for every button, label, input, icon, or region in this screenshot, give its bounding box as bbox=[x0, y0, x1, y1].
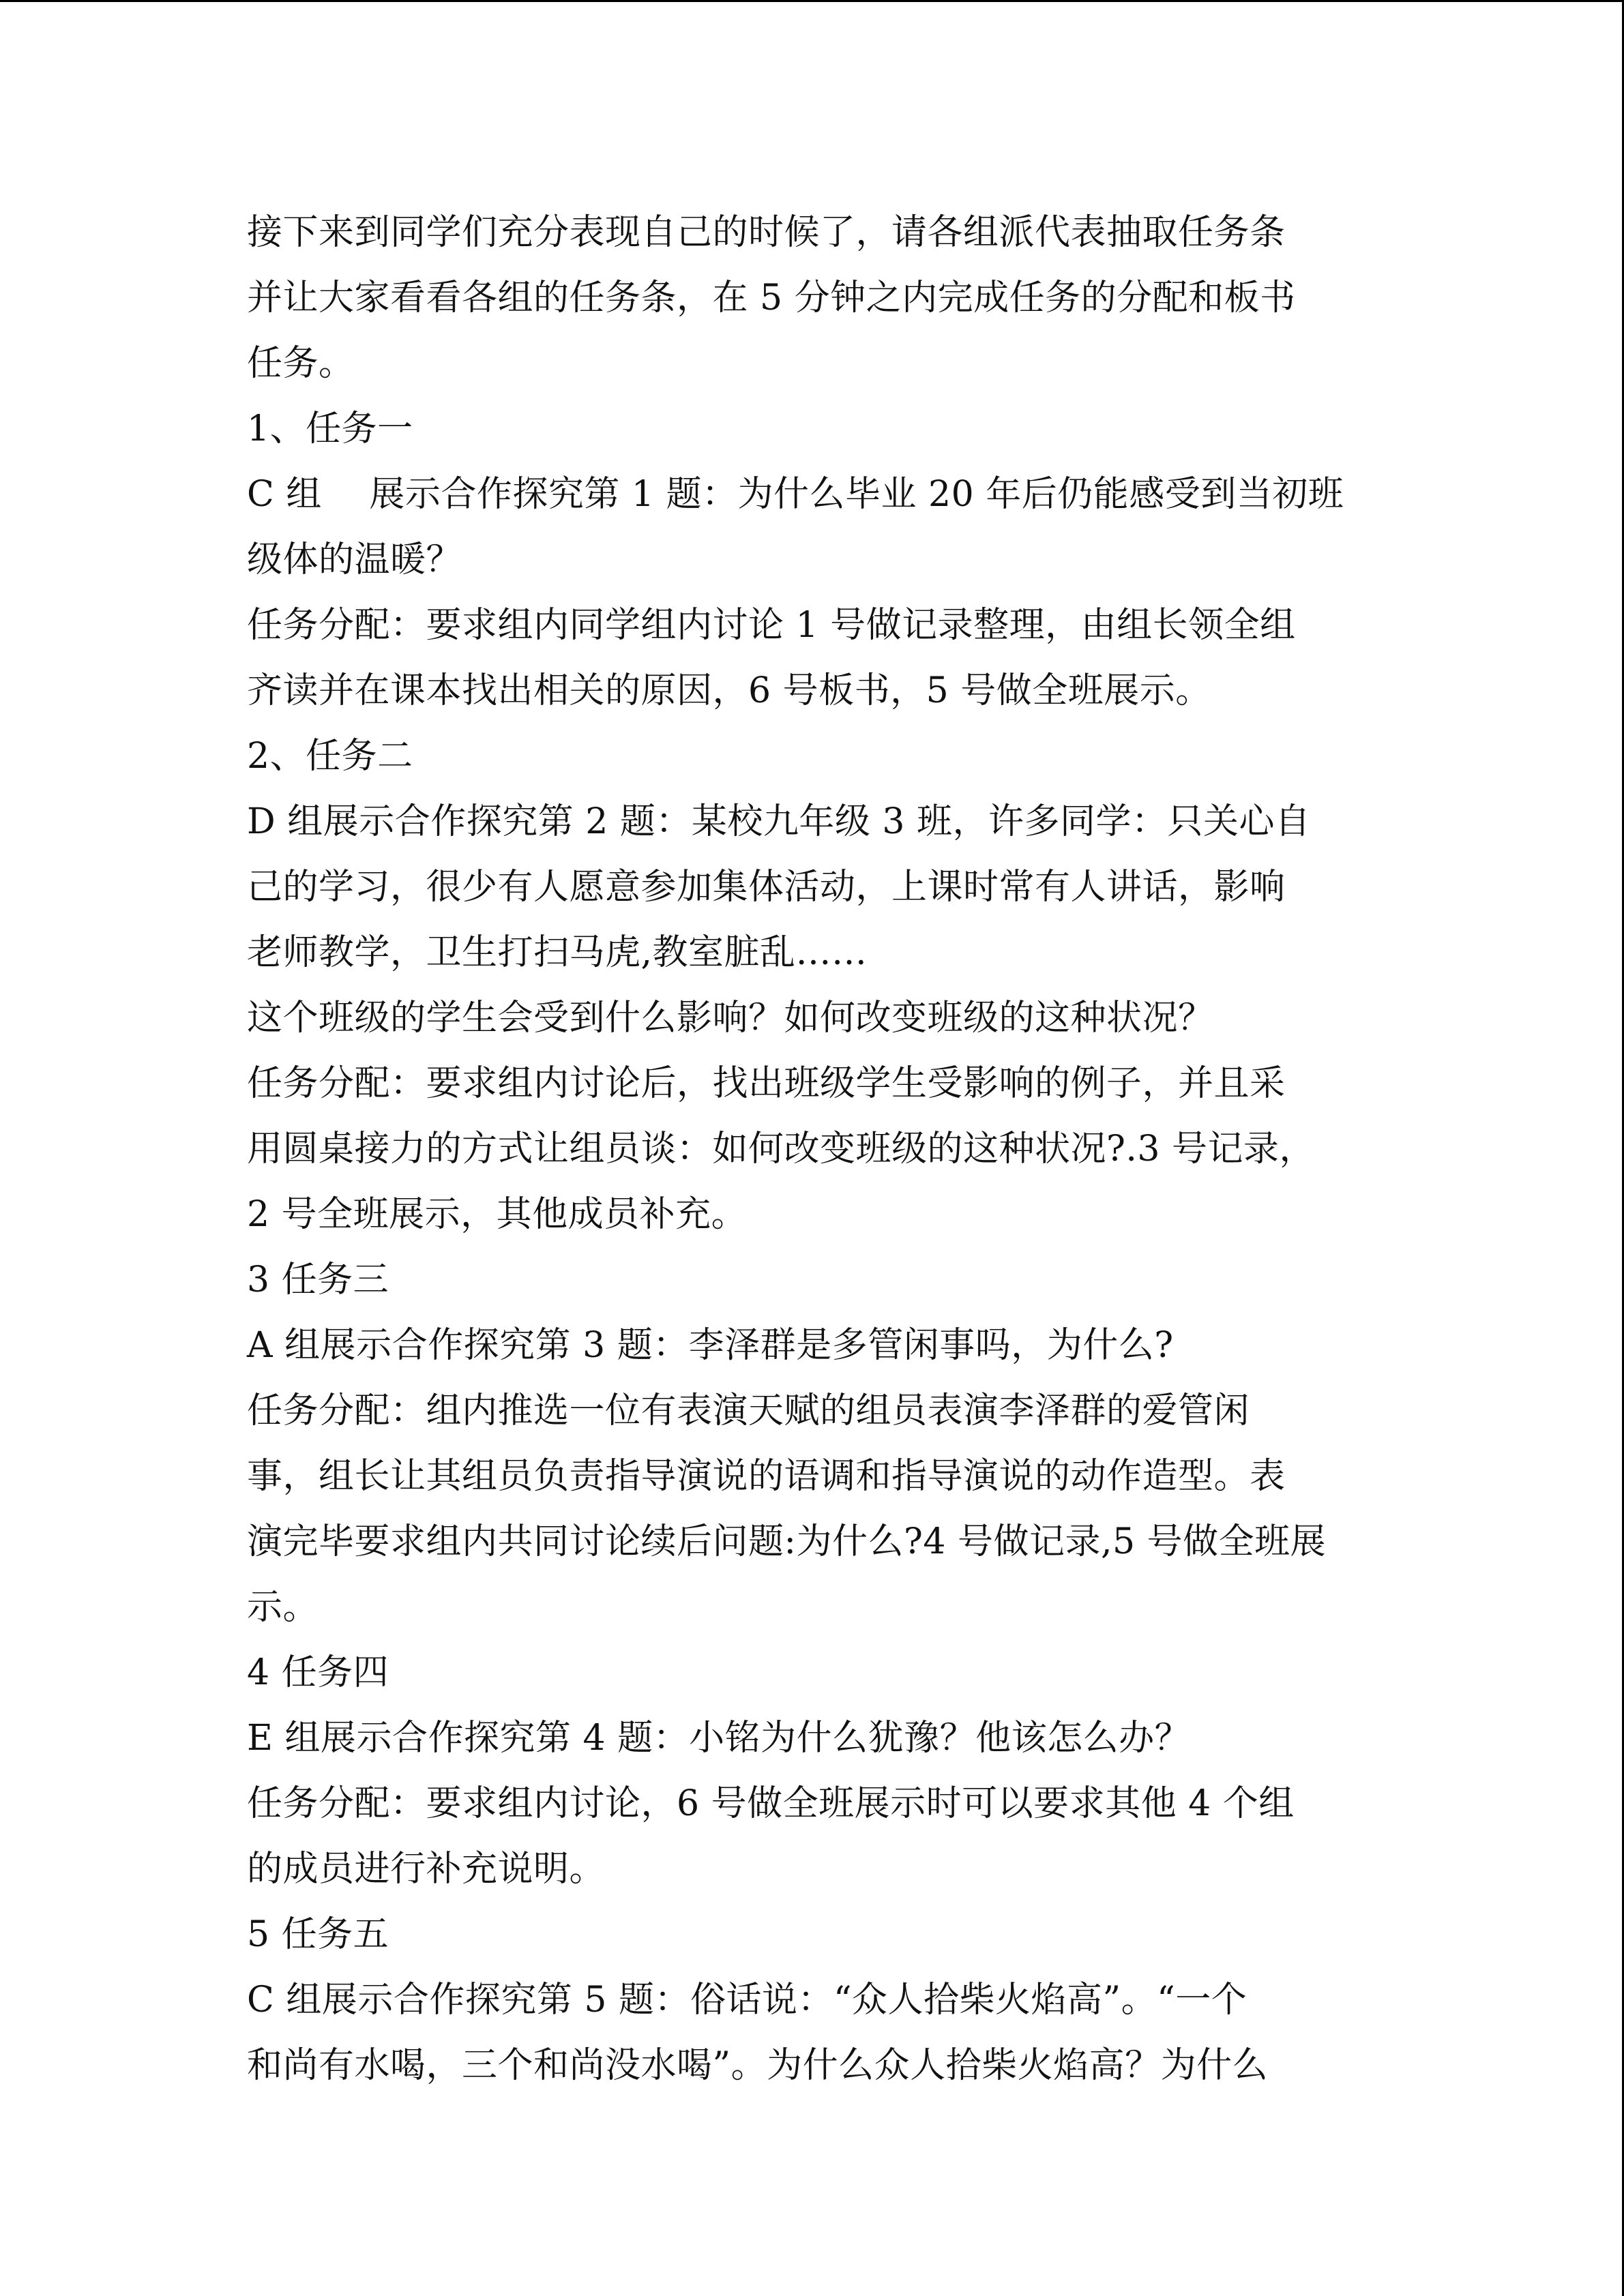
text-line: 演完毕要求组内共同讨论续后问题:为什么?4 号做记录,5 号做全班展 bbox=[247, 1521, 1327, 1562]
section-heading-task-1: 1、任务一 bbox=[247, 408, 413, 449]
text-line: 老师教学，卫生打扫马虎,教室脏乱…… bbox=[247, 932, 868, 973]
text-line: 齐读并在课本找出相关的原因，6 号板书，5 号做全班展示。 bbox=[247, 670, 1211, 711]
document-body bbox=[247, 200, 1400, 2098]
text-line: 和尚有水喝，三个和尚没水喝”。为什么众人拾柴火焰高？为什么 bbox=[247, 2045, 1269, 2086]
text-line: 并让大家看看各组的任务条，在 5 分钟之内完成任务的分配和板书 bbox=[247, 278, 1296, 318]
section-heading-task-4: 4 任务四 bbox=[247, 1652, 389, 1693]
text-line: 的成员进行补充说明。 bbox=[247, 1849, 606, 1890]
text-line: 用圆桌接力的方式让组员谈：如何改变班级的这种状况?.3 号记录， bbox=[247, 1129, 1316, 1169]
text-line: E 组展示合作探究第 4 题：小铭为什么犹豫？他该怎么办？ bbox=[247, 1718, 1191, 1759]
text-line: 这个班级的学生会受到什么影响？如何改变班级的这种状况？ bbox=[247, 998, 1214, 1039]
text-line: 任务分配：组内推选一位有表演天赋的组员表演李泽群的爱管闲 bbox=[247, 1390, 1250, 1431]
text-line: 任务分配：要求组内讨论后，找出班级学生受影响的例子，并且采 bbox=[247, 1063, 1286, 1104]
text-line: 示。 bbox=[247, 1587, 319, 1628]
text-line: C 组展示合作探究第 5 题：俗话说：“众人拾柴火焰高”。“一个 bbox=[247, 1980, 1247, 2021]
text-line: 事，组长让其组员负责指导演说的语调和指导演说的动作造型。表 bbox=[247, 1456, 1286, 1497]
text-line: 任务分配：要求组内讨论，6 号做全班展示时可以要求其他 4 个组 bbox=[247, 1783, 1295, 1824]
text-line: C 组 展示合作探究第 1 题：为什么毕业 20 年后仍能感受到当初班 bbox=[247, 474, 1344, 515]
text-line: 接下来到同学们充分表现自己的时候了，请各组派代表抽取任务条 bbox=[247, 212, 1286, 253]
text-line: D 组展示合作探究第 2 题：某校九年级 3 班，许多同学：只关心自 bbox=[247, 801, 1311, 842]
text-line: 任务。 bbox=[247, 343, 355, 384]
text-line: 己的学习，很少有人愿意参加集体活动，上课时常有人讲话，影响 bbox=[247, 867, 1286, 908]
section-heading-task-2: 2、任务二 bbox=[247, 736, 413, 777]
section-heading-task-5: 5 任务五 bbox=[247, 1914, 389, 1955]
section-heading-task-3: 3 任务三 bbox=[247, 1259, 389, 1300]
text-line: 任务分配：要求组内同学组内讨论 1 号做记录整理，由组长领全组 bbox=[247, 605, 1296, 646]
text-line: A 组展示合作探究第 3 题：李泽群是多管闲事吗，为什么? bbox=[247, 1325, 1174, 1366]
text-line: 2 号全班展示，其他成员补充。 bbox=[247, 1194, 748, 1235]
text-line: 级体的温暖？ bbox=[247, 539, 462, 580]
